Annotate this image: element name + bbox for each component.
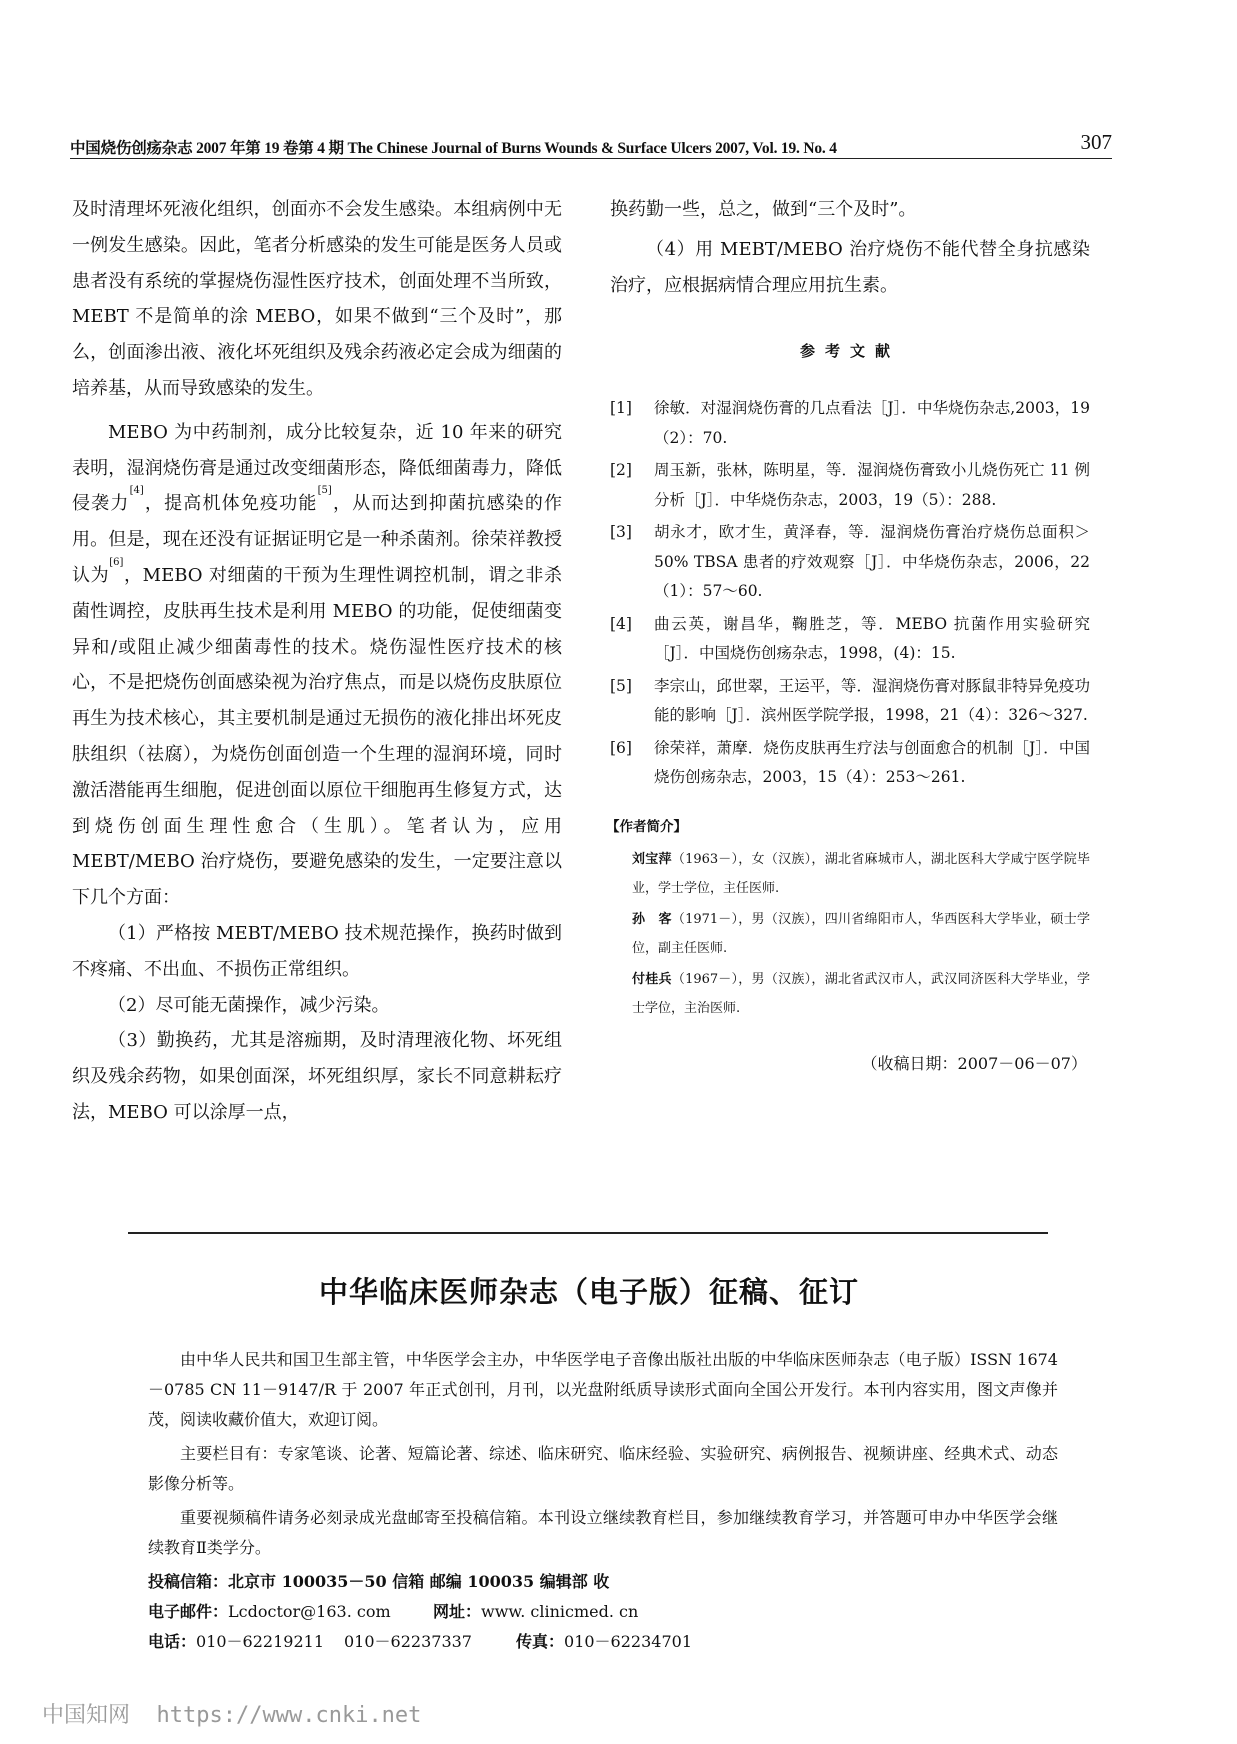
- notice-title: 中华临床医师杂志（电子版）征稿、征订: [318, 1275, 859, 1309]
- reference-number: [3]: [610, 523, 632, 542]
- reference-number: [6]: [610, 738, 632, 757]
- citation-ref: [5]: [317, 485, 332, 497]
- reference-item: [610, 610, 1090, 669]
- email-group: [148, 1597, 391, 1627]
- web-group: [433, 1597, 638, 1627]
- email-label: 电子邮件：: [148, 1602, 229, 1621]
- reference-text: 曲云英，谢昌华，鞠胜芝，等．MEBO 抗菌作用实验研究［J］．中国烧伤创疡杂志，1998，(4)：15.: [654, 614, 1090, 663]
- cnki-label: 中国知网: [42, 1703, 131, 1728]
- notice-paragraph: 主要栏目有：专家笔谈、论著、短篇论著、综述、临床研究、临床经验、实验研究、病例报告、视频讲座、经典术式、动态影像分析等。: [148, 1444, 1058, 1493]
- mailbox-value: 北京市 100035－50 信箱 邮编 100035 编辑部 收: [228, 1572, 610, 1591]
- text-run: ，从而达到抑菌抗感染的作用。但是，现在还没有证据证明它是一种杀菌剂。徐荣祥教授认为: [72, 493, 563, 586]
- fax-label: 传真：: [516, 1632, 565, 1651]
- right-column: [606, 192, 1090, 1074]
- fax-group: [516, 1627, 692, 1657]
- author-details: （1967－），男（汉族），湖北省武汉市人，武汉同济医科大学毕业，学士学位，主治医师.: [632, 971, 1090, 1016]
- reference-number: [1]: [610, 399, 632, 418]
- phone-group: [148, 1627, 324, 1657]
- notice-paragraph: 由中华人民共和国卫生部主管，中华医学会主办，中华医学电子音像出版社出版的中华临床医师杂志（电子版）ISSN 1674－0785 CN 11－9147/R 于 2007 年正式创刊，月刊，以光盘附纸质导读形式面向全国公开发行。本刊内容实用，图文声像并茂，阅读收藏价值大，欢迎订阅。: [148, 1350, 1058, 1429]
- reference-item: [610, 734, 1090, 793]
- citation-ref: [4]: [129, 485, 144, 497]
- text-run: MEBO 为中药制剂，成分比较复杂，近 10 年来的研究表明，湿润烧伤膏是通过改变细菌形态，降低细菌毒力，降低侵袭力: [72, 421, 562, 515]
- body-paragraph: 及时清理坏死液化组织，创面亦不会发生感染。本组病例中无一例发生感染。因此，笔者分析感染的发生可能是医务人员或患者没有系统的掌握烧伤湿性医疗技术，创面处理不当所致，MEBT 不是简单的涂 MEBO，如果不做到“三个及时”，那么，创面渗出液、液化坏死组织及残余药液必定会成为细菌的培养基，从而导致感染的发生。: [72, 199, 562, 399]
- reference-item: [610, 672, 1090, 731]
- author-name: 孙 客: [632, 911, 672, 927]
- reference-item: [610, 394, 1090, 453]
- contact-phone-fax: [148, 1627, 1058, 1657]
- author-bio: [610, 845, 1090, 903]
- phone-value: 010－62219211: [196, 1632, 324, 1651]
- reference-text: 胡永才，欧才生，黄泽春，等．湿润烧伤膏治疗烧伤总面积＞50% TBSA 患者的疗效观察［J］．中华烧伤杂志，2006，22（1）：57～60.: [654, 523, 1090, 601]
- contact-email-web: [148, 1597, 1058, 1627]
- received-date: （收稿日期：2007－06－07）: [861, 1053, 1087, 1073]
- body-paragraph: （3）勤换药，尤其是溶痂期，及时清理液化物、坏死组织及残余药物，如果创面深，坏死组织厚，家长不同意耕耘疗法，MEBO 可以涂厚一点，: [72, 1030, 562, 1123]
- text-run: ，提高机体免疫功能: [143, 493, 318, 515]
- fax-value: 010－62234701: [564, 1632, 692, 1651]
- body-paragraph: 换药勤一些，总之，做到“三个及时”。: [610, 199, 917, 220]
- author-bio-heading: 【作者简介】: [606, 818, 687, 835]
- reference-text: 周玉新，张林，陈明星，等．湿润烧伤膏致小儿烧伤死亡 11 例分析［J］．中华烧伤杂志，2003，19（5）：288.: [654, 461, 1090, 509]
- section-divider: [128, 1232, 1048, 1234]
- notice-paragraph: 重要视频稿件请务必刻录成光盘邮寄至投稿信箱。本刊设立继续教育栏目，参加继续教育学习，并答题可申办中华医学会继续教育Ⅱ类学分。: [148, 1508, 1058, 1557]
- reference-number: [4]: [610, 614, 632, 633]
- author-name: 刘宝萍: [632, 851, 672, 867]
- author-bio: [610, 965, 1090, 1023]
- cnki-watermark: [42, 1698, 421, 1729]
- left-column: [72, 192, 562, 1131]
- phone-value: 010－62237337: [344, 1632, 472, 1651]
- reference-text: 李宗山，邱世翠，王运平，等．湿润烧伤膏对豚鼠非特异免疫功能的影响［J］．滨州医学院学报，1998，21（4）：326～327.: [654, 676, 1090, 725]
- email-value[interactable]: Lcdoctor@163. com: [228, 1602, 391, 1621]
- web-value[interactable]: www. clinicmed. cn: [481, 1602, 639, 1621]
- header-rule: [70, 158, 1112, 159]
- body-paragraph: （2）尽可能无菌操作，减少污染。: [108, 994, 390, 1016]
- reference-text: 徐荣祥，萧摩．烧伤皮肤再生疗法与创面愈合的机制［J］．中国烧伤创疡杂志，2003，15（4）：253～261.: [654, 738, 1090, 787]
- reference-number: [5]: [610, 676, 632, 695]
- author-name: 付桂兵: [632, 971, 672, 987]
- mailbox-label: 投稿信箱：: [148, 1572, 229, 1591]
- contact-mailbox: [148, 1567, 1058, 1597]
- reference-list: [610, 394, 1090, 793]
- citation-ref: [6]: [109, 556, 124, 568]
- reference-text: 徐敏．对湿润烧伤膏的几点看法［J］．中华烧伤杂志,2003，19（2）：70.: [654, 399, 1090, 447]
- body-paragraph: [72, 415, 562, 916]
- references-heading: 参考文献: [799, 342, 900, 361]
- web-label: 网址：: [433, 1602, 482, 1621]
- body-paragraph: （1）严格按 MEBT/MEBO 技术规范操作，换药时做到不疼痛、不出血、不损伤正常组织。: [72, 922, 562, 980]
- reference-item: [610, 518, 1090, 607]
- cnki-url[interactable]: https://www.cnki.net: [156, 1703, 422, 1728]
- running-header: 中国烧伤创疡杂志 2007 年第 19 卷第 4 期 The Chinese Journal of Burns Wounds & Surface Ulcers 2007, Vol. 19. No. 4: [70, 140, 837, 157]
- body-paragraph: （4）用 MEBT/MEBO 治疗烧伤不能代替全身抗感染治疗，应根据病情合理应用抗生素。: [610, 238, 1090, 296]
- page-number: 307: [1080, 130, 1112, 154]
- reference-item: [610, 456, 1090, 515]
- phone-label: 电话：: [148, 1632, 197, 1651]
- author-details: （1963－），女（汉族），湖北省麻城市人，湖北医科大学咸宁医学院毕业，学士学位，主任医师.: [632, 851, 1090, 896]
- text-run: ，MEBO 对细菌的干预为生理性调控机制，谓之非杀菌性调控，皮肤再生技术是利用 MEBO 的功能，促使细菌变异和/或阻止减少细菌毒性的技术。烧伤湿性医疗技术的核心，不是把烧伤创面感染视为治疗焦点，而是以烧伤皮肤原位再生为技术核心，其主要机制是通过无损伤的液化排出坏死皮肤组织（祛腐），为烧伤创面创造一个生理的湿润环境，同时激活潜能再生细胞，促进创面以原位干细胞再生修复方式，达到烧伤创面生理性愈合（生肌）。笔者认为，应用 MEBT/MEBO 治疗烧伤，要避免感染的发生，一定要注意以下几个方面：: [72, 564, 563, 909]
- notice-body: [148, 1345, 1058, 1657]
- author-details: （1971－），男（汉族），四川省绵阳市人，华西医科大学毕业，硕士学位，副主任医师.: [632, 911, 1090, 956]
- author-bio: [610, 905, 1090, 963]
- reference-number: [2]: [610, 461, 632, 480]
